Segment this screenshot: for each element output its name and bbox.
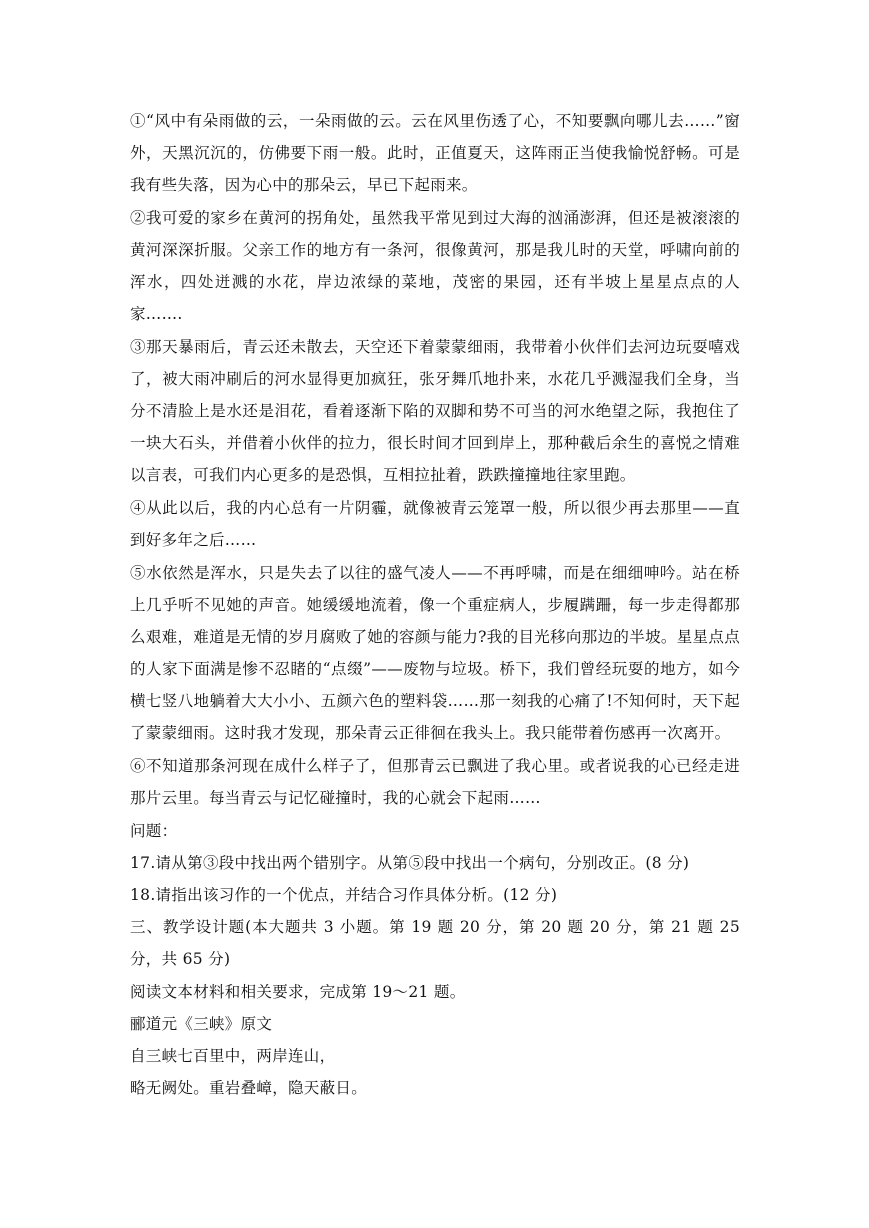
paragraph-1: ①“风中有朵雨做的云，一朵雨做的云。云在风里伤透了心，不知要飘向哪儿去……”窗外，天黑沉沉的，仿佛要下雨一般。此时，正值夏天，这阵雨正当使我愉悦舒畅。可是我有些失落，因为心中的那朵云，早已下起雨来。 <box>130 112 740 194</box>
paragraph-5: ⑤水依然是浑水，只是失去了以往的盛气凌人——不再呼啸，而是在细细呻吟。站在桥上几乎听不见她的声音。她缓缓地流着，像一个重症病人，步履蹒跚，每一步走得都那么艰难，难道是无情的岁月腐败了她的容颜与能力?我的目光移向那边的半坡。星星点点的人家下面满是惨不忍睹的“点缀”——废物与垃圾。桥下，我们曾经玩耍的地方，如今横七竖八地躺着大大小小、五颜六色的塑料袋……那一刻我的心痛了!不知何时，天下起了蒙蒙细雨。这时我才发现，那朵青云正徘徊在我头上。我只能带着伤感再一次离开。 <box>130 564 740 742</box>
document-body <box>130 105 740 1104</box>
paragraph-4: ④从此以后，我的内心总有一片阴霾，就像被青云笼罩一般，所以很少再去那里——直到好多年之后…… <box>130 499 740 549</box>
poem-line-2: 略无阙处。重岩叠嶂，隐天蔽日。 <box>130 1079 368 1097</box>
paragraph-6: ⑥不知道那条河现在成什么样子了，但那青云已飘进了我心里。或者说我的心已经走进那片云里。每当青云与记忆碰撞时，我的心就会下起雨…… <box>130 757 740 807</box>
reading-instruction: 阅读文本材料和相关要求，完成第 19～21 题。 <box>130 983 466 1001</box>
paragraph-3: ③那天暴雨后，青云还未散去，天空还下着蒙蒙细雨，我带着小伙伴们去河边玩耍嘻戏了，被大雨冲刷后的河水显得更加疯狂，张牙舞爪地扑来，水花几乎溅湿我们全身，当分不清脸上是水还是泪花，看着逐渐下陷的双脚和势不可当的河水绝望之际，我抱住了一块大石头，并借着小伙伴的拉力，很长时间才回到岸上，那种截后余生的喜悦之情难以言表，可我们内心更多的是恐惧，互相拉扯着，跌跌撞撞地往家里跑。 <box>130 338 740 484</box>
poem-line-1: 自三峡七百里中，两岸连山， <box>130 1047 336 1065</box>
section-3-heading: 三、教学设计题(本大题共 3 小题。第 19 题 20 分，第 20 题 20 分，第 21 题 25 分，共 65 分) <box>130 918 740 968</box>
question-heading: 问题： <box>130 822 178 840</box>
paragraph-2: ②我可爱的家乡在黄河的拐角处，虽然我平常见到过大海的汹涌澎湃，但还是被滚滚的黄河深深折服。父亲工作的地方有一条河，很像黄河，那是我儿时的天堂，呼啸向前的浑水，四处迸溅的水花，岸边浓绿的菜地，茂密的果园，还有半坡上星星点点的人家……. <box>130 209 740 323</box>
question-17: 17.请从第③段中找出两个错别字。从第⑤段中找出一个病句，分别改正。(8 分) <box>130 854 690 872</box>
question-18: 18.请指出该习作的一个优点，并结合习作具体分析。(12 分) <box>130 886 558 904</box>
source-title: 郦道元《三峡》原文 <box>130 1015 273 1033</box>
